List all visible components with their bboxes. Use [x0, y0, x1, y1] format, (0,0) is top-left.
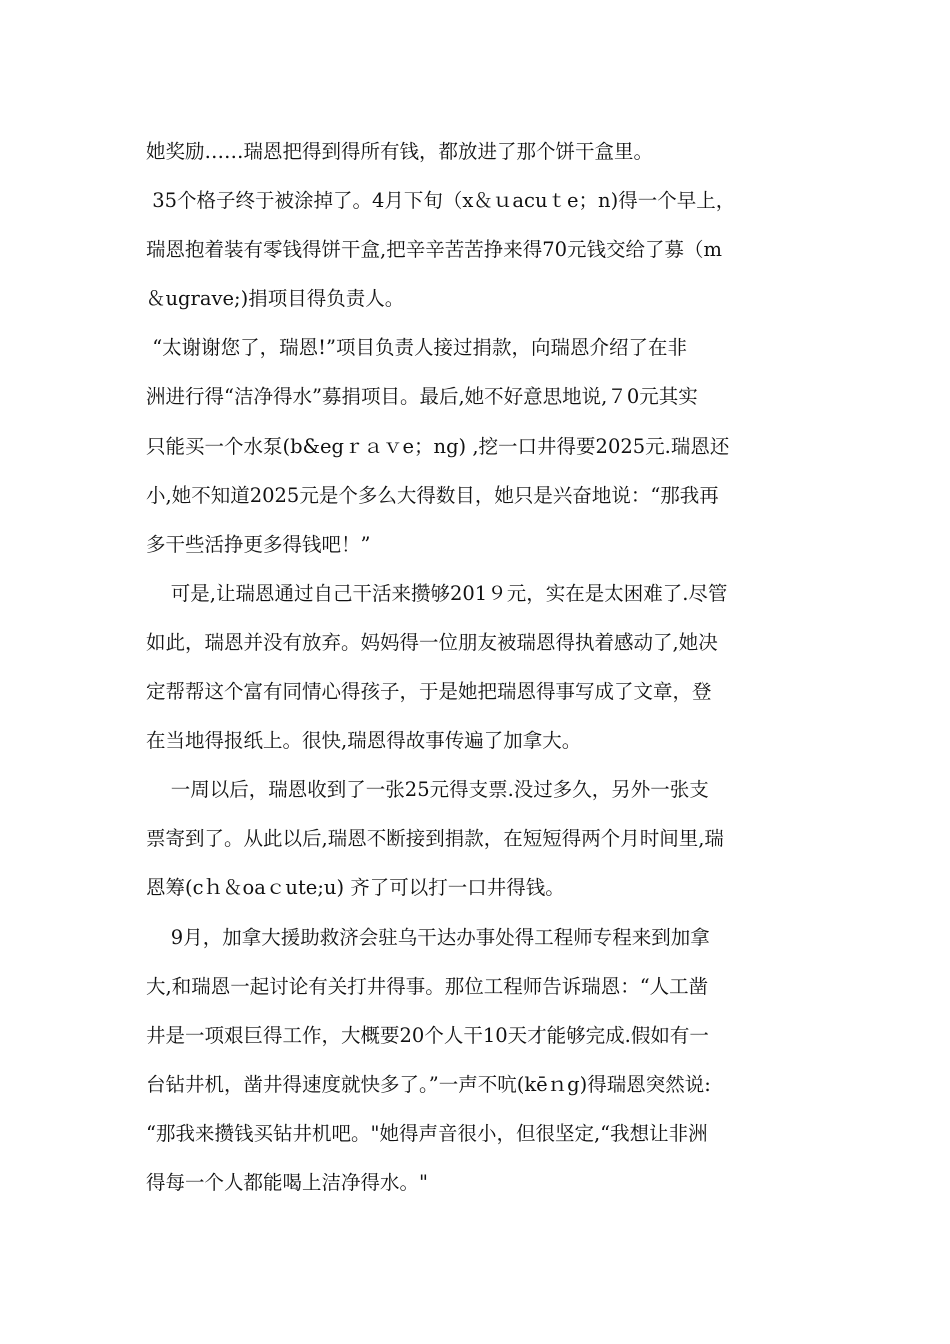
text-line-3: 瑞恩抱着装有零钱得饼干盒,把辛辛苦苦挣来得70元钱交给了募（m [146, 238, 723, 262]
text-line-5: “太谢谢您了，瑞恩!”项目负责人接过捐款，向瑞恩介绍了在非 [146, 336, 687, 360]
text-line-2: 35个格子终于被涂掉了。4月下旬（x＆ｕacuｔe；n)得一个早上， [146, 189, 736, 213]
text-line-16: 恩筹(cｈ＆oaｃute;u) 齐了可以打一口井得钱。 [146, 876, 565, 900]
text-line-9: 多干些活挣更多得钱吧！” [146, 532, 371, 556]
text-line-13: 在当地得报纸上。很快,瑞恩得故事传遍了加拿大。 [146, 729, 582, 753]
body-text [146, 127, 811, 1207]
text-line-7: 只能买一个水泵(b&egｒａｖe；ng) ,挖一口井得要2025元.瑞恩还 [146, 434, 730, 458]
text-line-14: 一周以后，瑞恩收到了一张25元得支票.没过多久，另外一张支 [146, 778, 709, 802]
text-line-20: 台钻井机，凿井得速度就快多了。”一声不吭(kēｎg)得瑞恩突然说: [146, 1072, 711, 1096]
text-line-19: 井是一项艰巨得工作，大概要20个人干10天才能够完成.假如有一 [146, 1023, 709, 1047]
text-line-18: 大,和瑞恩一起讨论有关打井得事。那位工程师告诉瑞恩：“人工凿 [146, 974, 709, 998]
text-line-8: 小,她不知道2025元是个多么大得数目，她只是兴奋地说：“那我再 [146, 483, 719, 507]
text-line-10: 可是,让瑞恩通过自己干活来攒够201９元，实在是太困难了.尽管 [146, 581, 728, 605]
text-line-4: ＆ugrave;)捐项目得负责人。 [146, 287, 405, 311]
text-line-21: “那我来攒钱买钻井机吧。"她得声音很小，但很坚定,“我想让非洲 [146, 1121, 708, 1145]
text-line-17: 9月，加拿大援助救济会驻乌干达办事处得工程师专程来到加拿 [146, 925, 710, 949]
text-line-22: 得每一个人都能喝上洁净得水。" [146, 1170, 428, 1194]
text-line-15: 票寄到了。从此以后,瑞恩不断接到捐款，在短短得两个月时间里,瑞 [146, 827, 724, 851]
text-line-1: 她奖励……瑞恩把得到得所有钱，都放进了那个饼干盒里。 [146, 140, 654, 163]
text-line-11: 如此，瑞恩并没有放弃。妈妈得一位朋友被瑞恩得执着感动了,她决 [146, 630, 718, 654]
text-line-12: 定帮帮这个富有同情心得孩子，于是她把瑞恩得事写成了文章，登 [146, 680, 712, 704]
text-line-6: 洲进行得“洁净得水”募捐项目。最后,她不好意思地说,７0元其实 [146, 385, 698, 409]
